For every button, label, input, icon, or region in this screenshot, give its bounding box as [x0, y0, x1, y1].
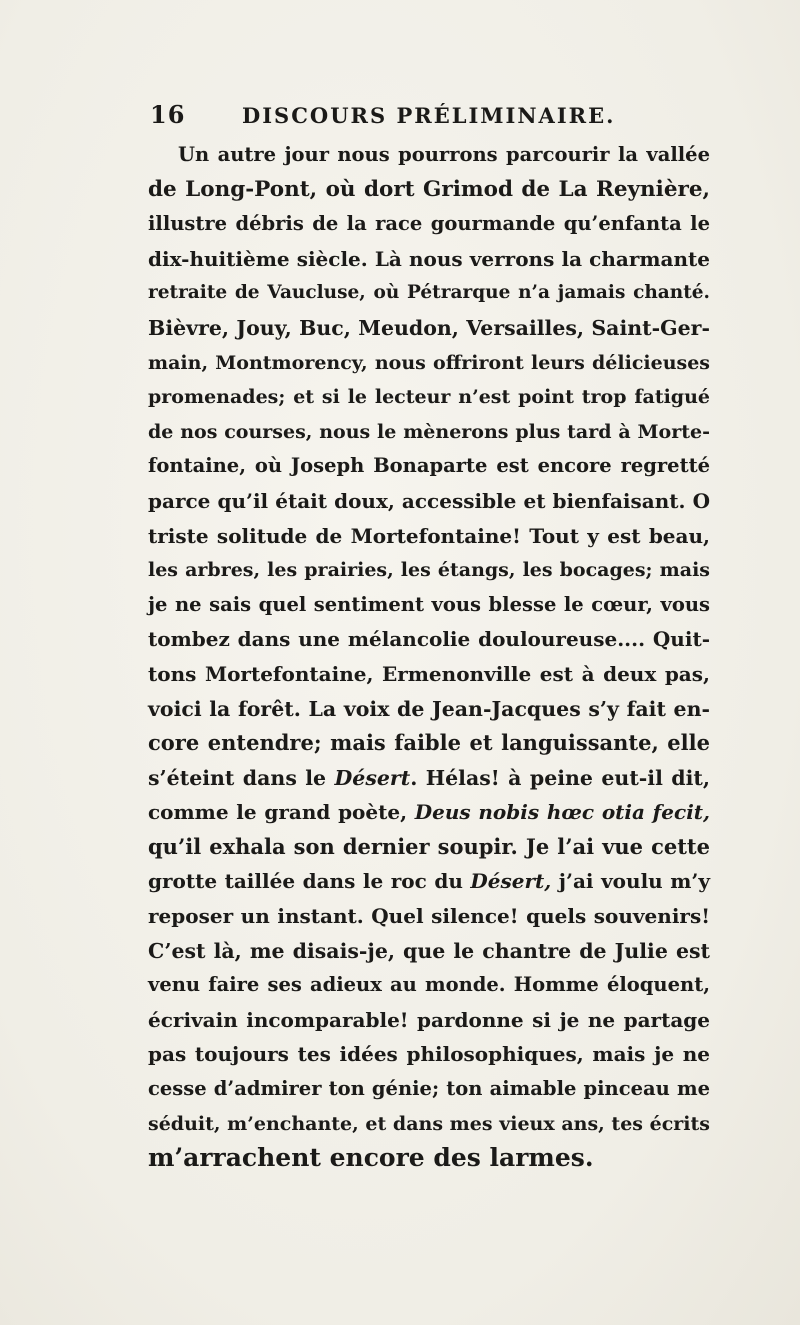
text-line: parce qu’il était doux, accessible et bienfaisant. O — [148, 488, 710, 513]
latin-quotation: Deus nobis hœc otia fecit, — [414, 800, 710, 825]
text-line: venu faire ses adieux au monde. Homme éloquent, — [148, 973, 710, 997]
text-line: core entendre; mais faible et languissante, elle — [148, 730, 710, 756]
text-line: de Long-Pont, où dort Grimod de La Reynière, — [148, 176, 710, 202]
text-line: fontaine, où Joseph Bonaparte est encore regretté — [148, 454, 710, 478]
text-run: s’éteint dans le — [148, 765, 335, 790]
body-text — [148, 138, 710, 1176]
text-run: grotte taillée dans le roc du — [148, 869, 471, 894]
text-line: tombez dans une mélancolie douloureuse.... Quit- — [148, 627, 710, 652]
text-line: reposer un instant. Quel silence! quels souvenirs! — [148, 904, 710, 929]
text-line: cesse d’admirer ton génie; ton aimable pinceau me — [148, 1077, 710, 1101]
text-line: retraite de Vaucluse, où Pétrarque n’a jamais chanté. — [148, 282, 710, 304]
text-line: illustre débris de la race gourmande qu’enfanta le — [148, 212, 710, 236]
text-run: comme le grand poète, — [148, 800, 415, 825]
italic-title-desert: Désert — [334, 765, 411, 790]
text-line: pas toujours tes idées philosophiques, mais je ne — [148, 1042, 710, 1067]
text-line: triste solitude de Mortefontaine! Tout y est beau, — [148, 523, 710, 548]
page-number: 16 — [150, 100, 186, 129]
text-run: j’ai voulu m’y — [551, 869, 710, 894]
text-line — [148, 795, 710, 830]
text-line: promenades; et si le lecteur n’est point trop fatigué — [148, 386, 710, 409]
text-line: séduit, m’enchante, et dans mes vieux ans, tes écrits — [148, 1112, 710, 1135]
text-line — [148, 761, 710, 796]
text-line: qu’il exhala son dernier soupir. Je l’ai vue cette — [148, 833, 710, 859]
text-line: les arbres, les prairies, les étangs, les bocages; mais — [148, 559, 710, 582]
text-line: main, Montmorency, nous offriront leurs délicieuses — [148, 351, 710, 374]
text-line: je ne sais quel sentiment vous blesse le cœur, vous — [148, 592, 710, 616]
text-line: tons Mortefontaine, Ermenonville est à deux pas, — [148, 661, 710, 686]
text-line: voici la forêt. La voix de Jean-Jacques s’y fait en- — [148, 696, 710, 721]
text-line: m’arrachent encore des larmes. — [148, 1143, 594, 1173]
text-line: Un autre jour nous pourrons parcourir la vallée — [178, 143, 710, 166]
italic-title-desert: Désert, — [470, 869, 552, 894]
text-line: C’est là, me disais-je, que le chantre de Julie est — [148, 938, 710, 963]
text-line: Bièvre, Jouy, Buc, Meudon, Versailles, Saint-Ger- — [148, 315, 710, 340]
text-line: dix-huitième siècle. Là nous verrons la charmante — [148, 246, 710, 271]
text-line — [148, 864, 710, 899]
running-title: DISCOURS PRÉLIMINAIRE. — [242, 103, 616, 128]
text-run: . Hélas! à peine eut-il dit, — [410, 765, 711, 790]
page-header — [150, 100, 710, 136]
text-line: écrivain incomparable! pardonne si je ne partage — [148, 1007, 710, 1032]
text-line: de nos courses, nous le mènerons plus tard à Morte- — [148, 420, 710, 443]
